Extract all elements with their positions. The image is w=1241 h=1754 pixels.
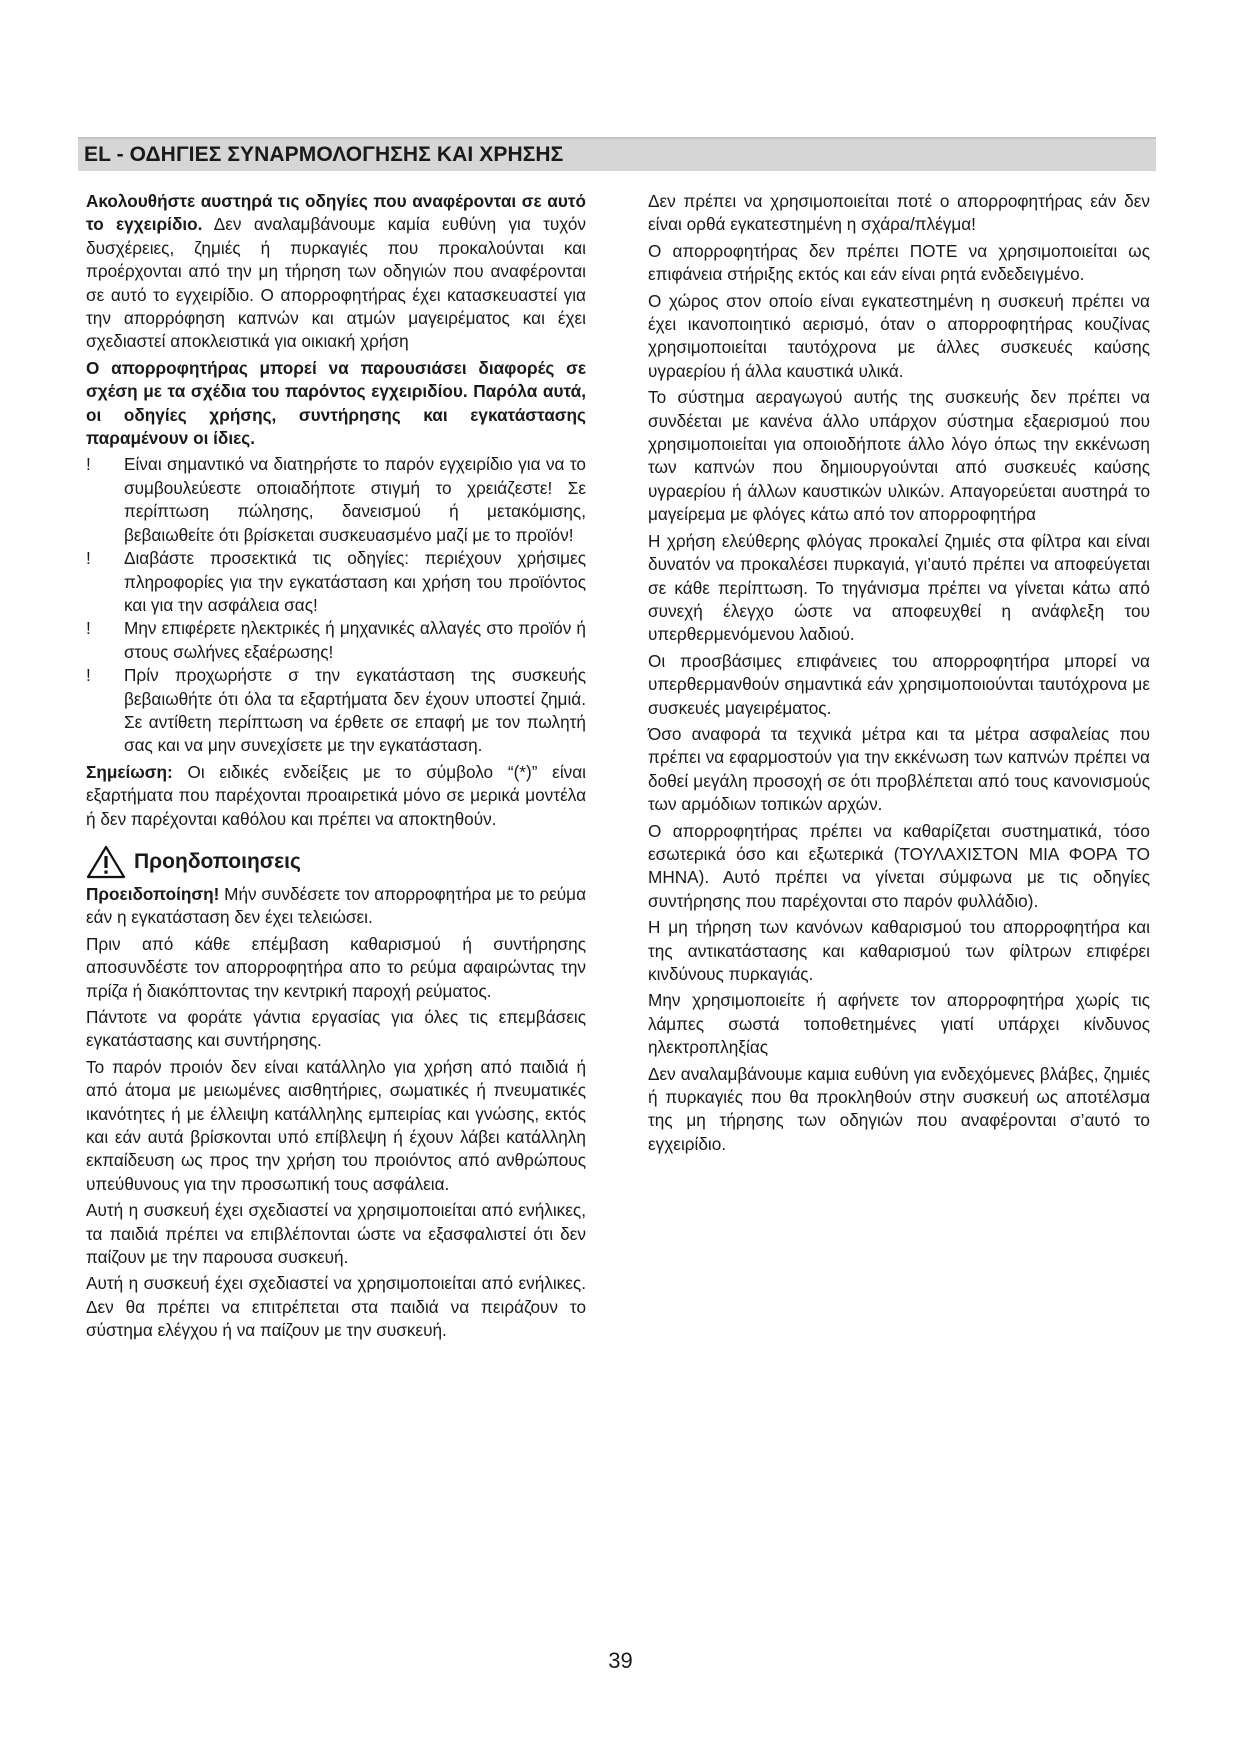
paragraph: Πριν από κάθε επέμβαση καθαρισμού ή συντήρησης αποσυνδέστε τον απορροφητήρα απο το ρεύμα αφαιρώντας την πρίζα ή διακόπτοντας την κεντρική παροχή ρεύματος.	[86, 933, 586, 1001]
exclamation-icon: !	[86, 618, 91, 639]
paragraph: Ο απορροφητήρας πρέπει να καθαρίζεται συστηματικά, τόσο εσωτερικά όσο και εξωτερικά (ΤΟΥΛΑΧΙΣΤΟΝ ΜΙΑ ΦΟΡΑ ΤΟ ΜΗΝΑ). Αυτό πρέπει να γίνεται σύμφωνα με τις οδηγίες συντήρησης που παρέχονται στο παρόν φυλλάδιο).	[648, 820, 1150, 911]
warning-text: Μήν συνδέσετε τον απορροφητήρα με το ρεύμα εάν η εγκατάσταση δεν έχει τελειώσει.	[86, 883, 586, 928]
paragraph: Αυτή η συσκευή έχει σχεδιαστεί να χρησιμοποιείται από ενήλικες, τα παιδιά πρέπει να επιβλέπονται ώστε να εξασφαλιστεί ότι δεν παίζουν με την παρουσα συσκευή.	[86, 1200, 586, 1268]
intro-text: Δεν αναλαμβάνουμε καμία ευθύνη για τυχόν δυσχέρειες, ζημιές ή πυρκαγιές που προκαλούνται και προέρχονται από την μη τήρηση των οδηγιών που αναφέρονται σε αυτό το εγχειρίδιο. Ο απορροφητήρας έχει κατασκευαστεί για την απορρόφηση καπνών και ατμών μαγειρέματος και έχει σχεδιαστεί αποκλειστικά για οικιακή χρήση	[86, 214, 587, 352]
exclamation-icon: !	[86, 548, 91, 569]
paragraph: Αυτή η συσκευή έχει σχεδιαστεί να χρησιμοποιείται από ενήλικες. Δεν θα πρέπει να επιτρέπεται στα παιδιά να πειράζουν το σύστημα ελέγχου ή να παίζουν με την συσκευή.	[86, 1273, 586, 1341]
paragraph: Η μη τήρηση των κανόνων καθαρισμού του απορροφητήρα και της αντικατάστασης και καθαρισμού των φίλτρων επιφέρει κινδύνους πυρκαγιάς.	[648, 917, 1150, 984]
paragraph: Πάντοτε να φοράτε γάντια εργασίας για όλες τις επεμβάσεις εγκατάστασης και συντήρησης.	[86, 1007, 586, 1051]
warning-paragraph	[86, 883, 586, 930]
bullet-text: Είναι σημαντικό να διατηρήστε το παρόν εγχειρίδιο για να το συμβουλεύεστε οποιαδήποτε στιγμή το χρειάζεστε! Σε περίπτωση πώλησης, δανεισμού ή μετακόμισης, βεβαιωθείτε ότι βρίσκεται συσκευασμένο μαζί με το προϊόν!	[124, 454, 586, 545]
right-column	[648, 190, 1150, 1159]
paragraph: Μην χρησιμοποιείτε ή αφήνετε τον απορροφητήρα χωρίς τις λάμπες σωστά τοποθετημένες γιατί υπάρχει κίνδυνος ηλεκτροπληξίας	[648, 990, 1150, 1058]
paragraph: Η χρήση ελεύθερης φλόγας προκαλεί ζημιές στα φίλτρα και είναι δυνατόν να προκαλέσει πυρκαγιά, γι’αυτό πρέπει να αποφεύγεται σε κάθε περίπτωση. Το τηγάνισμα πρέπει να γίνεται κάτω από συνεχή έλεγχο ώστε να αποφευχθεί η ανάφλεξη του υπερθερμενόμενου λαδιού.	[648, 530, 1150, 645]
bullet-item	[86, 617, 586, 664]
warnings-title: Προηδοποιησεις	[134, 850, 301, 874]
bullet-text: Μην επιφέρετε ηλεκτρικές ή μηχανικές αλλαγές στο προϊόν ή στους σωλήνες εξαέρωσης!	[124, 618, 586, 662]
paragraph: Ο χώρος στον οποίο είναι εγκατεστημένη η συσκευή πρέπει να έχει ικανοποιητικό αερισμό, όταν ο απορροφητήρας κουζίνας χρησιμοποιείται ταυτόχρονα με άλλες συσκευές καύσης υγραερίου ή άλλα καυστικά υλικά.	[648, 290, 1150, 381]
exclamation-icon: !	[86, 665, 91, 686]
paragraph: Δεν πρέπει να χρησιμοποιείται ποτέ ο απορροφητήρας εάν δεν είναι ορθά εγκατεστημένη η σχάρα/πλέγμα!	[648, 191, 1150, 235]
note-paragraph	[86, 761, 586, 831]
bullet-text: Πρίν προχωρήστε σ την εγκατάσταση της συσκευής βεβαιωθήτε ότι όλα τα εξαρτήματα δεν έχουν υποστεί ζημιά. Σε αντίθετη περίπτωση να έρθετε σε επαφή με τον πωλητή σας και να μην συνεχίσετε με την εγκατάσταση.	[124, 665, 586, 756]
section-header-bar	[78, 137, 1156, 171]
left-column	[86, 190, 586, 1346]
intro-paragraph	[86, 190, 586, 354]
paragraph: Το παρόν προιόν δεν είναι κατάλληλο για χρήση από παιδιά ή από άτομα με μειωμένες αισθητήριες, σωματικές ή πνευματικές ικανότητες ή με έλλειψη κατάλληλης εμπειρίας και γνώσης, εκτός και εάν αυτά βρίσκονται υπό επίβλεψη ή έχουν λάβει κατάλληλη εκπαίδευση ως προς την χρήση του προιόντος από ανθρώπους υπεύθυνους για την προσωπική τους ασφάλεια.	[86, 1056, 586, 1194]
section-title: EL - ΟΔΗΓΙΕΣ ΣΥΝΑΡΜΟΛΟΓΗΣΗΣ ΚΑΙ ΧΡΗΣΗΣ	[84, 143, 564, 166]
note-text: Οι ειδικές ενδείξεις με το σύμβολο “(*)” είναι εξαρτήματα που παρέχονται προαιρετικά μόνο σε μερικά μοντέλα ή δεν παρέχονται καθόλου και πρέπει να αποκτηθούν.	[86, 761, 586, 829]
variation-bold: Ο απορροφητήρας μπορεί να παρουσιάσει διαφορές σε σχέση με τα σχέδια του παρόντος εγχειριδίου. Παρόλα αυτά, οι οδηγίες χρήσης, συντήρησης και εγκατάστασης παραμένουν οι ίδιες.	[86, 357, 586, 449]
intro-bold: Ακολουθήστε αυστηρά τις οδηγίες που αναφέρονται σε αυτό το εγχειρίδιο.	[86, 191, 586, 235]
paragraph: Όσο αναφορά τα τεχνικά μέτρα και τα μέτρα ασφαλείας που πρέπει να εφαρμοστούν για την εκκένωση των καπνών πρέπει να δοθεί μεγάλη προσοχή σε ότι προβλέπεται από τους κανονισμούς των αρμόδιων τοπικών αρχών.	[648, 723, 1150, 815]
page-number: 39	[608, 1648, 633, 1673]
paragraph: Το σύστημα αεραγωγού αυτής της συσκευής δεν πρέπει να συνδέεται με κανένα άλλο υπάρχον σύστημα εξαερισμού που χρησιμοποιείται για οποιοδήποτε άλλο λόγο όπως την εκκένωση των καπνών που δημιουργούνται από συσκευές καύσης υγραερίου ή άλλων καυστικών υλικών. Απαγορεύεται αυστηρά το μαγείρεμα με φλόγες κάτω από τον απορροφητήρα	[648, 387, 1150, 525]
warnings-heading	[86, 845, 586, 879]
warning-label: Προειδοποίηση!	[86, 883, 220, 904]
paragraph: Ο απορροφητήρας δεν πρέπει ΠΟΤΕ να χρησιμοποιείται ως επιφάνεια στήριξης εκτός και εάν είναι ρητά ενδεδειγμένο.	[648, 240, 1150, 285]
bullet-text: Διαβάστε προσεκτικά τις οδηγίες: περιέχουν χρήσιμες πληροφορίες για την εγκατάσταση και χρήση του προϊόντος και για την ασφάλεια σας!	[124, 548, 586, 615]
paragraph: Οι προσβάσιμες επιφάνειες του απορροφητήρα μπορεί να υπερθερμανθούν σημαντικά εάν χρησιμοποιούνται ταυτόχρονα με συσκευές μαγειρέματος.	[648, 650, 1150, 718]
variation-paragraph	[86, 357, 586, 451]
warning-triangle-icon	[86, 845, 126, 879]
exclamation-icon: !	[86, 454, 91, 475]
bullet-item	[86, 547, 586, 617]
bullet-item	[86, 664, 586, 758]
bullet-item	[86, 453, 586, 547]
paragraph: Δεν αναλαμβάνουμε καμια ευθύνη για ενδεχόμενες βλάβες, ζημιές ή πυρκαγιές που θα προκληθούν στην συσκευή ως αποτέλσμα της μη τήρησης των οδηγιών που αναφέρονται σ’αυτό το εγχειρίδιο.	[648, 1063, 1150, 1154]
note-label: Σημείωση:	[86, 761, 173, 782]
